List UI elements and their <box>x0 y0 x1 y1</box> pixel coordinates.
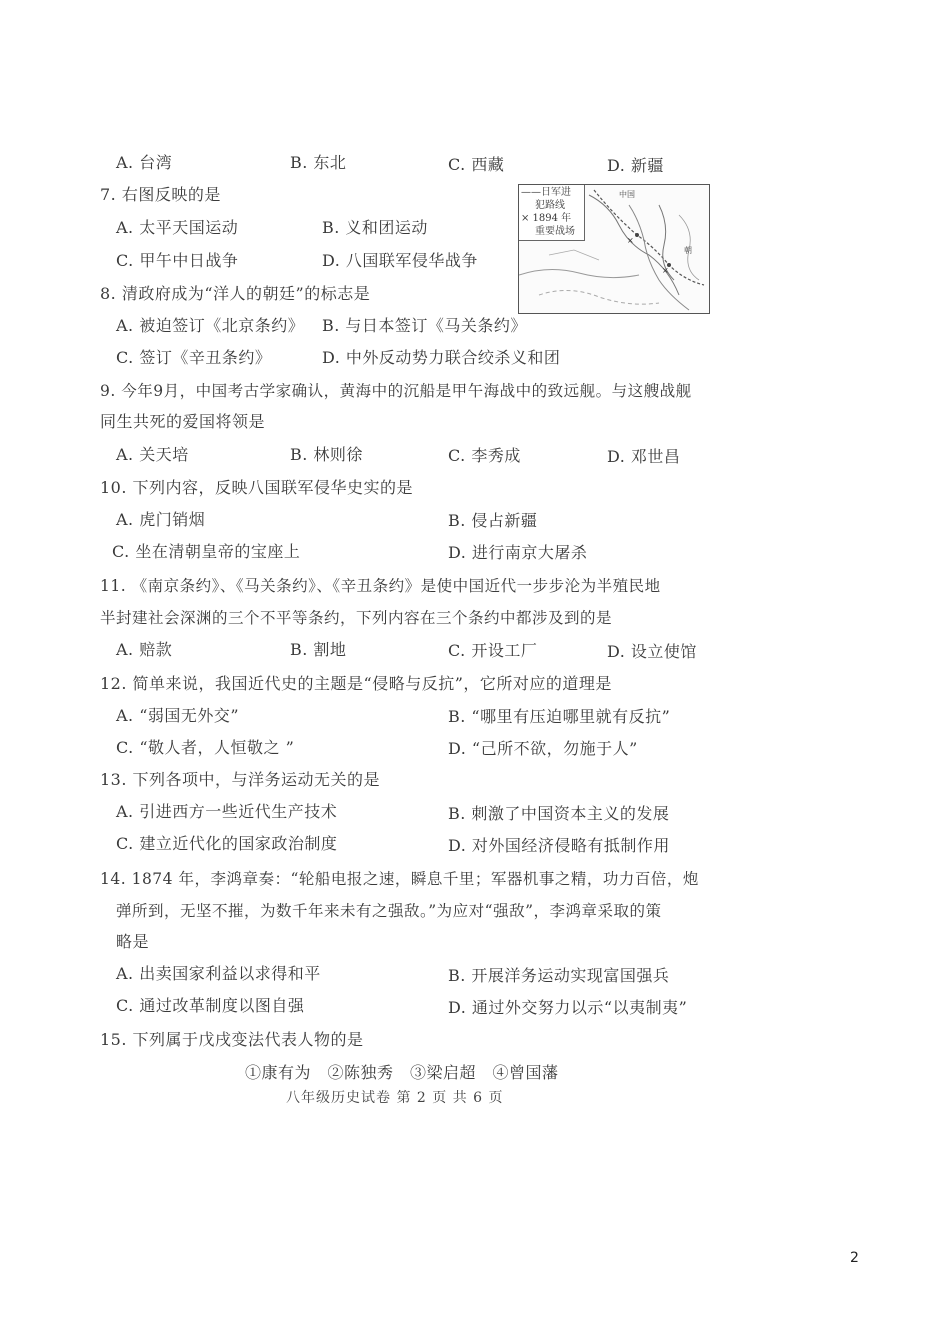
q6-option-b: B. 东北 <box>290 153 347 172</box>
q12-stem: 12. 简单来说，我国近代史的主题是“侵略与反抗”，它所对应的道理是 <box>100 674 612 693</box>
map-legend <box>519 185 585 241</box>
q7-stem: 7. 右图反映的是 <box>100 185 221 204</box>
q11-option-b: B. 割地 <box>290 640 347 659</box>
map-legend-line3: × 1894 年 <box>521 213 572 224</box>
q12-option-d: D. “己所不欲，勿施于人” <box>448 739 638 758</box>
map-legend-line1: ——日军进 <box>521 187 571 198</box>
q6-option-d: D. 新疆 <box>607 156 664 175</box>
q12-option-a: A. “弱国无外交” <box>116 706 240 725</box>
q14-stem-line1: 14. 1874 年，李鸿章奏：“轮船电报之速，瞬息千里；军器机事之精，功力百倍，炮 <box>100 870 699 888</box>
q11-option-a: A. 赔款 <box>116 640 173 659</box>
q14-stem-line3: 略是 <box>116 932 150 951</box>
q10-option-b: B. 侵占新疆 <box>448 511 538 530</box>
q7-option-c: C. 甲午中日战争 <box>116 251 239 270</box>
q9-option-c: C. 李秀成 <box>448 446 521 465</box>
q6-option-a: A. 台湾 <box>116 153 173 172</box>
q8-stem: 8. 清政府成为“洋人的朝廷”的标志是 <box>100 284 371 303</box>
q13-stem: 13. 下列各项中，与洋务运动无关的是 <box>100 770 381 789</box>
q11-option-c: C. 开设工厂 <box>448 641 538 660</box>
q8-option-c: C. 签订《辛丑条约》 <box>116 348 272 367</box>
map-legend-line4: 重要战场 <box>535 226 575 237</box>
q14-option-a: A. 出卖国家利益以求得和平 <box>116 964 321 983</box>
page-number: 2 <box>850 1250 859 1266</box>
q14-stem-line2: 弹所到，无坚不摧，为数千年来未有之强敌。”为应对“强敌”，李鸿章采取的策 <box>116 902 662 920</box>
q7-option-a: A. 太平天国运动 <box>116 218 239 237</box>
q14-option-b: B. 开展洋务运动实现富国强兵 <box>448 966 670 985</box>
q9-option-d: D. 邓世昌 <box>607 447 681 466</box>
q7-option-b: B. 义和团运动 <box>322 218 428 237</box>
q9-option-b: B. 林则徐 <box>290 445 363 464</box>
map-label-china: 中国 <box>619 190 635 199</box>
q8-option-d: D. 中外反动势力联合绞杀义和团 <box>322 348 561 367</box>
q10-stem: 10. 下列内容，反映八国联军侵华史实的是 <box>100 478 414 497</box>
q13-option-c: C. 建立近代化的国家政治制度 <box>116 834 338 853</box>
q11-stem-line2: 半封建社会深渊的三个不平等条约，下列内容在三个条约中都涉及到的是 <box>100 609 613 627</box>
q10-option-d: D. 进行南京大屠杀 <box>448 543 588 562</box>
q9-option-a: A. 关天培 <box>116 445 189 464</box>
q15-stem: 15. 下列属于戊戌变法代表人物的是 <box>100 1030 364 1049</box>
q7-option-d: D. 八国联军侵华战争 <box>322 251 478 270</box>
svg-text:×: × <box>662 266 669 275</box>
q13-option-d: D. 对外国经济侵略有抵制作用 <box>448 836 670 855</box>
q11-option-d: D. 设立使馆 <box>607 642 697 661</box>
q12-option-b: B. “哪里有压迫哪里就有反抗” <box>448 707 671 726</box>
q10-option-c: C. 坐在清朝皇帝的宝座上 <box>112 542 301 561</box>
page-footer: 八年级历史试卷 第 2 页 共 6 页 <box>286 1090 504 1106</box>
map-legend-line2: 犯路线 <box>535 200 565 211</box>
war-map-figure <box>518 184 710 314</box>
q8-option-a: A. 被迫签订《北京条约》 <box>116 316 305 335</box>
q15-items: ①康有为 ②陈独秀 ③梁启超 ④曾国藩 <box>245 1063 559 1082</box>
q8-option-b: B. 与日本签订《马关条约》 <box>322 316 527 335</box>
q13-option-b: B. 刺激了中国资本主义的发展 <box>448 804 670 823</box>
q12-option-c: C. “敬人者，人恒敬之 ” <box>116 738 295 757</box>
q9-stem-line2: 同生共死的爱国将领是 <box>100 412 266 431</box>
svg-text:×: × <box>627 236 634 245</box>
q14-option-d: D. 通过外交努力以示“以夷制夷” <box>448 998 688 1017</box>
q6-option-c: C. 西藏 <box>448 155 505 174</box>
q14-option-c: C. 通过改革制度以图自强 <box>116 996 305 1015</box>
q10-option-a: A. 虎门销烟 <box>116 510 206 529</box>
q13-option-a: A. 引进西方一些近代生产技术 <box>116 802 338 821</box>
q11-stem-line1: 11. 《南京条约》、《马关条约》、《辛丑条约》是使中国近代一步步沦为半殖民地 <box>100 577 661 595</box>
q9-stem-line1: 9. 今年9月，中国考古学家确认，黄海中的沉船是甲午海战中的致远舰。与这艘战舰 <box>100 382 692 400</box>
map-label-korea: 朝 <box>684 246 692 255</box>
